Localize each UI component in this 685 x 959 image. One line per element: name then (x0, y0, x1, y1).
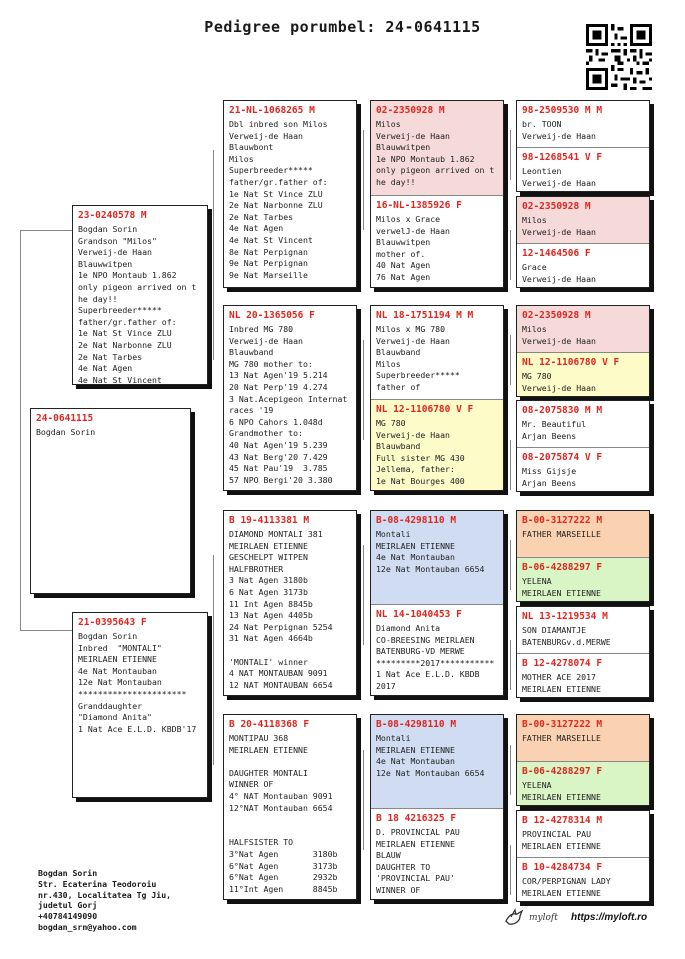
gen4-card-4[interactable] (516, 400, 650, 492)
gen3-card-2[interactable] (370, 305, 504, 491)
connector-line (20, 630, 72, 631)
connector-line (363, 130, 364, 230)
gen4-entry (517, 447, 649, 492)
pigeon-info: Leontien Verweij-de Haan (522, 166, 596, 188)
connector-line (20, 230, 72, 231)
owner-info (38, 868, 171, 933)
ring-number: 21-NL-1068265 M (229, 105, 315, 116)
ring-number: 98-2509530 M M (522, 105, 603, 116)
pigeon-info: Bogdan Sorin Inbred "MONTALI" MEIRLAEN ETIENNE 4e Nat Montauban 12e Nat Montauban ********************** Granddaughter "Diamond Anita" 1 Nat Ace E.L.D. KBDB'17 (78, 631, 197, 734)
gen4-card-2[interactable] (516, 196, 650, 288)
gen4-entry (517, 147, 649, 192)
dam-card[interactable] (72, 612, 208, 798)
qr-code (586, 24, 652, 90)
gen4-entry (517, 761, 649, 806)
ring-number: 08-2075830 M M (522, 405, 603, 416)
gen3-card-1[interactable] (370, 100, 504, 288)
gen3-entry (371, 195, 503, 288)
pigeon-info: Dbl inbred son Milos Verweij-de Haan Blauwbont Milos Superbreeder***** father/gr.father of: 1e Nat St Vince ZLU 2e Nat Narbonne ZLU 2e Nat Tarbes 4e Nat Agen 4e Nat St Vincent 8e Nat Perpignan 9e Nat Perpignan 9e Nat Marseille (229, 119, 328, 280)
pigeon-info: Bogdan Sorin Grandson "Milos" Verweij-de Haan Blauwwitpen 1e NPO Montaub 1.862 only pigeon arrived on t he day!! Superbreeder***** father/gr.father of: 1e Nat St Vince ZLU 2e Nat Narbonne ZLU 2e Nat Tarbes 4e Nat Agen 4e Nat St Vincent (78, 224, 197, 385)
pigeon-info: MG 780 Verweij-de Haan (522, 371, 596, 393)
pigeon-info: Miss Gijsje Arjan Beens (522, 466, 577, 488)
gen4-card-5[interactable] (516, 510, 650, 602)
connector-line (510, 745, 511, 795)
page-title: Pedigree porumbel: 24-0641115 (204, 18, 481, 36)
ring-number: B 19-4113381 M (229, 515, 310, 526)
pigeon-info: YELENA MEIRLAEN ETIENNE (522, 576, 601, 598)
gen4-entry (517, 715, 649, 761)
ring-number: B-08-4298110 M (376, 515, 457, 526)
pigeon-info: Grace Verweij-de Haan (522, 262, 596, 284)
ring-number: B-00-3127222 M (522, 719, 603, 730)
pigeon-info: PROVINCIAL PAU MEIRLAEN ETIENNE (522, 829, 601, 851)
owner-address: judetul Gorj (38, 900, 98, 911)
gen4-card-7[interactable] (516, 714, 650, 806)
pigeon-info: Mr. Beautiful Arjan Beens (522, 419, 587, 441)
ring-number: 16-NL-1385926 F (376, 200, 462, 211)
gen4-entry (517, 243, 649, 288)
gen3-entry (371, 808, 503, 900)
ring-number: B 12-4278074 F (522, 658, 603, 669)
pigeon-info: Montali MEIRLAEN ETIENNE 4e Nat Montauban 12e Nat Montauban 6654 (376, 733, 485, 778)
website-link[interactable]: https://myloft.ro (571, 912, 648, 923)
ring-number: B 18 4216325 F (376, 813, 457, 824)
pigeon-info: Inbred MG 780 Verweij-de Haan Blauwband MG 780 mother to: 13 Nat Agen'19 5.214 20 Nat Perp'19 4.274 3 Nat.Acepigeon Internat races '19 6 NPO Cahors 1.048d Grandmother to: 40 Nat Agen'19 5.239 43 Nat Berg'20 7.429 45 Nat Pau'19 3.785 57 NPO Bergi'20 3.380 (229, 324, 348, 485)
pigeon-info: Bogdan Sorin (36, 427, 96, 437)
pigeon-info: br. TOON Verweij-de Haan (522, 119, 596, 141)
gen3-entry (371, 306, 503, 399)
gen4-card-8[interactable] (516, 810, 650, 902)
ring-number: B-06-4288297 F (522, 766, 603, 777)
gen3-entry (371, 511, 503, 604)
gen4-entry (517, 607, 649, 653)
gen4-entry (517, 197, 649, 243)
ring-number: B 10-4284734 F (522, 862, 603, 873)
gen3-card-3[interactable] (370, 510, 504, 696)
gen4-entry (517, 811, 649, 857)
pigeon-info: Milos x MG 780 Verweij-de Haan Blauwband Milos Superbreeder***** father of (376, 324, 460, 392)
granddam-paternal-card[interactable] (223, 305, 357, 491)
owner-phone: +40784149090 (38, 911, 98, 922)
owner-name: Bogdan Sorin (38, 868, 98, 878)
ring-number: 21-0395643 F (78, 617, 147, 628)
grandsire-maternal-card[interactable] (223, 510, 357, 696)
pigeon-info: Montali MEIRLAEN ETIENNE 4e Nat Montauban 12e Nat Montauban 6654 (376, 529, 485, 574)
connector-line (363, 750, 364, 850)
connector-line (510, 230, 511, 280)
gen4-entry (517, 557, 649, 602)
subject-card[interactable] (30, 408, 191, 594)
ring-number: NL 20-1365056 F (229, 310, 315, 321)
gen4-entry (517, 511, 649, 557)
connector-line (213, 150, 214, 360)
gen3-card-4[interactable] (370, 714, 504, 900)
ring-number: 12-1464506 F (522, 248, 591, 259)
pigeon-info: Milos Verweij-de Haan (522, 215, 596, 237)
gen4-card-1[interactable] (516, 100, 650, 192)
pigeon-info: MG 780 Verweij-de Haan Blauwband Full sister MG 430 Jellema, father: 1e Nat Bourges 400 (376, 418, 465, 486)
ring-number: NL 14-1040453 F (376, 609, 462, 620)
ring-number: NL 18-1751194 M M (376, 310, 474, 321)
pigeon-info: FATHER MARSEILLE (522, 529, 601, 539)
ring-number: NL 12-1106780 V F (376, 404, 474, 415)
connector-line (510, 845, 511, 895)
gen4-entry (517, 401, 649, 447)
connector-line (363, 340, 364, 440)
ring-number: 02-2350928 M (522, 310, 591, 321)
ring-number: NL 13-1219534 M (522, 611, 608, 622)
pigeon-info: Milos Verweij-de Haan Blauwwitpen 1e NPO Montaub 1.862 only pigeon arrived on t he day!! (376, 119, 495, 187)
connector-line (510, 130, 511, 180)
pigeon-info: Diamond Anita CO-BREESING MEIRLAEN BATENBURG-VD MERWE *********2017*********** 1 Nat Ace E.L.D. KBDB 2017 (376, 623, 495, 691)
connector-line (510, 640, 511, 690)
connector-line (20, 230, 21, 630)
ring-number: B-08-4298110 M (376, 719, 457, 730)
connector-line (510, 540, 511, 590)
pigeon-info: FATHER MARSEILLE (522, 733, 601, 743)
pigeon-info: MONTIPAU 368 MEIRLAEN ETIENNE DAUGHTER MONTALI WINNER OF 4° NAT Montauban 9091 12°NAT Montauban 6654 HALFSISTER TO 3°Nat Agen 3180b 6°Nat Agen 3173b 6°Nat Agen 2932b 11°Int Agen 8845b (229, 733, 338, 894)
owner-address: Str. Ecaterina Teodoroiu (38, 878, 157, 889)
gen4-entry (517, 101, 649, 147)
ring-number: 02-2350928 M (522, 201, 591, 212)
pigeon-info: YELENA MEIRLAEN ETIENNE (522, 780, 601, 802)
pigeon-info: Milos Verweij-de Haan (522, 324, 596, 346)
connector-line (213, 555, 214, 765)
pigeon-info: MOTHER ACE 2017 MEIRLAEN ETIENNE (522, 672, 601, 694)
pigeon-info: Milos x Grace verwelJ-de Haan Blauwwitpen mother of. 40 Nat Agen 76 Nat Agen (376, 214, 450, 282)
gen4-entry (517, 352, 649, 397)
logo-text: myloft (529, 913, 558, 923)
owner-email[interactable]: bogdan_srn@yahoo.com (38, 921, 137, 932)
ring-number: 98-1268541 V F (522, 152, 603, 163)
pigeon-info: DIAMOND MONTALI 381 MEIRLAEN ETIENNE GESCHELPT WITPEN HALFBROTHER 3 Nat Agen 3180b 6 Nat Agen 3173b 11 Int Agen 8845b 13 Nat Agen 4405b 24 Nat Perpignan 5254 31 Nat Agen 4664b 'MONTALI' winner 4 NAT MONTAUBAN 9091 12 NAT MONTAUBAN 6654 (229, 529, 333, 690)
gen4-entry (517, 857, 649, 902)
footer-brand (503, 905, 663, 935)
ring-number: B-06-4288297 F (522, 562, 603, 573)
pigeon-info: COR/PERPIGNAN LADY MEIRLAEN ETIENNE (522, 876, 611, 898)
ring-number: 02-2350928 M (376, 105, 445, 116)
ring-number: B 20-4118368 F (229, 719, 310, 730)
connector-line (510, 335, 511, 385)
ring-number: B 12-4278314 M (522, 815, 603, 826)
owner-address: nr.430, Localitatea Tg Jiu, (38, 889, 172, 900)
granddam-maternal-card[interactable] (223, 714, 357, 900)
grandsire-paternal-card[interactable] (223, 100, 357, 288)
pigeon-info: D. PROVINCIAL PAU MEIRLAEN ETIENNE BLAUW DAUGHTER TO 'PROVINCIAL PAU' WINNER OF (376, 827, 460, 895)
ring-number: B-00-3127222 M (522, 515, 603, 526)
sire-card[interactable] (72, 205, 208, 385)
gen3-entry (371, 604, 503, 696)
gen3-entry (371, 399, 503, 491)
ring-number: 08-2075874 V F (522, 452, 603, 463)
connector-line (363, 545, 364, 645)
gen4-card-6[interactable] (516, 606, 650, 698)
pigeon-info: SON DIAMANTJE BATENBURGv.d.MERWE (522, 625, 611, 647)
connector-line (510, 440, 511, 490)
pigeon-logo-icon (503, 907, 525, 929)
ring-number: 24-0641115 (36, 413, 94, 424)
ring-number: 23-0240578 M (78, 210, 147, 221)
gen3-entry (371, 101, 503, 195)
ring-number: NL 12-1106780 V F (522, 357, 620, 368)
gen4-entry (517, 653, 649, 698)
gen4-entry (517, 306, 649, 352)
gen3-entry (371, 715, 503, 808)
gen4-card-3[interactable] (516, 305, 650, 397)
